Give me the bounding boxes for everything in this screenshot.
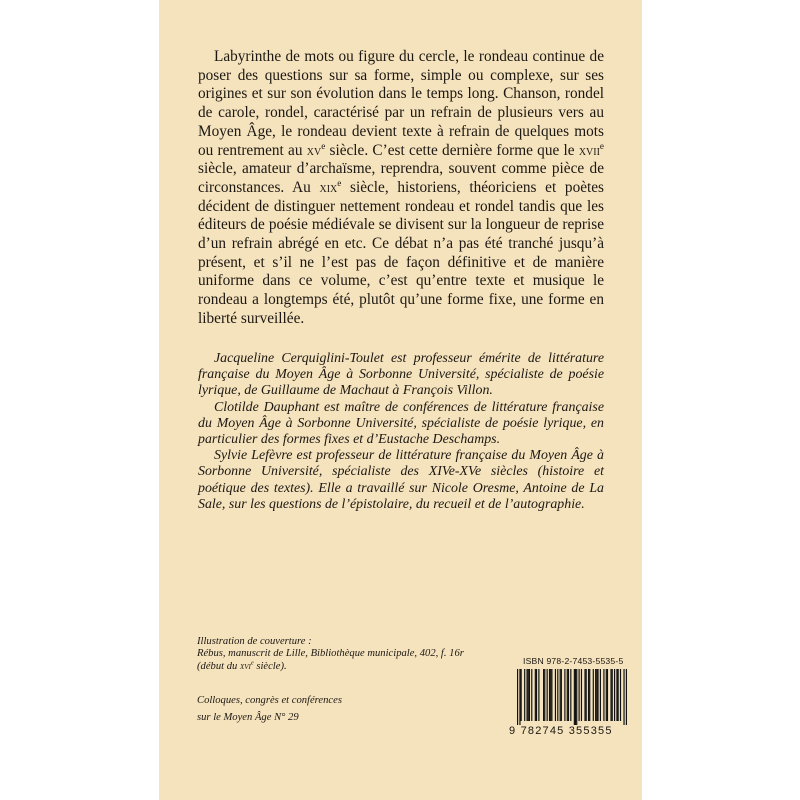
barcode-bar	[586, 669, 587, 721]
credit-source: Rébus, manuscrit de Lille, Bibliothèque municipale, 402, f. 16r	[197, 648, 464, 660]
ean-number: 9 782745 355355	[509, 725, 613, 737]
credit-century-superscript: e	[250, 659, 254, 667]
barcode-bar	[543, 669, 544, 721]
credit-century: xvi	[239, 660, 251, 672]
isbn-barcode-block	[509, 656, 629, 742]
barcode-bar	[614, 669, 615, 721]
barcode-bar	[595, 669, 596, 721]
barcode-bar	[528, 669, 529, 721]
barcode-bars	[517, 669, 627, 725]
barcode-bar	[538, 669, 539, 721]
barcode-bar	[544, 669, 545, 721]
credit-date	[197, 661, 437, 673]
blurb-text-part-2: siècle. C’est cette dernière forme que le	[325, 141, 579, 159]
barcode-bar	[564, 669, 565, 721]
blurb-text-part-4: siècle, historiens, théoriciens et poètes décident de distinguer nettement rondeau et rondel tandis que les éditeurs de poésie médiévale se divisent sur la longueur de reprise d’un refrain abrégé en etc. Ce débat n’a pas été tranché jusqu’à présent, et s’il ne l’est pas de façon définitive et de manière uniforme dans ce volume, c’est qu’entre texte et musique le rondeau a longtemps été, plutôt qu’une forme fixe, une forme en liberté surveillée.	[198, 178, 604, 327]
barcode-bar	[526, 669, 527, 721]
barcode-bar	[570, 669, 571, 721]
bio-dauphant: Clotilde Dauphant est maître de conférences de littérature française du Moyen Âge à Sorbonne Université, spécialiste de poésie lyrique, en particulier des formes fixes et d’Eustache Deschamps.	[198, 399, 604, 448]
barcode-bar	[618, 669, 619, 721]
barcode-bar	[575, 669, 576, 725]
blurb-text	[198, 48, 604, 329]
barcode-bar	[596, 669, 597, 721]
barcode-bar	[529, 669, 530, 721]
barcode-bar	[626, 669, 627, 725]
barcode-bar	[607, 669, 608, 721]
barcode-bar	[536, 669, 537, 721]
series-number: sur le Moyen Âge N° 29	[197, 712, 299, 723]
barcode-bar	[581, 669, 582, 721]
barcode-bar	[521, 669, 522, 721]
barcode-bar	[612, 669, 613, 721]
barcode-bar	[560, 669, 561, 721]
barcode-bar	[550, 669, 551, 721]
barcode-bar	[589, 669, 590, 721]
series-title: Colloques, congrès et conférences	[197, 695, 342, 706]
bio-lefevre: Sylvie Lefèvre est professeur de littérature française du Moyen Âge à Sorbonne Université, spécialiste des XIVe-XVe siècles (histoire et poétique des textes). Elle a travaillé sur Nicole Oresme, Antoine de La Sale, sur les questions de l’épistolaire, du recueil et de l’autographie.	[198, 448, 604, 512]
blurb-text-part-1: Labyrinthe de mots ou figure du cercle, le rondeau continue de poser des questions sur sa forme, simple ou complexe, sur ses origines et sur son évolution dans le temps long. Chanson, rondel de carole, rondel, caractérisé par un refrain de plusieurs vers au Moyen Âge, le rondeau devient texte à refrain de quelques mots ou rentrement au	[198, 48, 604, 159]
barcode-bar	[610, 669, 611, 721]
barcode-bar	[623, 669, 624, 725]
cover-illustration-credit	[197, 636, 464, 673]
barcode-bar	[549, 669, 550, 721]
blurb-text-part-3: siècle, amateur d’archaïsme, reprendra, souvent comme pièce de circonstances. Au	[198, 160, 604, 196]
credit-date-suffix: siècle).	[253, 660, 287, 672]
century-xv: xv	[306, 142, 322, 158]
barcode-bar	[584, 669, 585, 721]
bio-cerquiglini-toulet: Jacqueline Cerquiglini-Toulet est professeur émérite de littérature française du Moyen Âge à Sorbonne Université, spécialiste de poésie lyrique, de Guillaume de Machaut à François Villon.	[198, 351, 604, 399]
barcode-bar	[561, 669, 562, 721]
barcode-bar	[588, 669, 589, 721]
century-xix-superscript: e	[337, 177, 342, 188]
barcode-bar	[517, 669, 518, 725]
barcode-bar	[579, 669, 580, 721]
barcode-bar	[555, 669, 556, 721]
barcode-bar	[603, 669, 604, 721]
credit-heading: Illustration de couverture :	[197, 636, 312, 647]
century-xv-superscript: e	[321, 140, 326, 151]
barcode-bar	[574, 669, 575, 725]
author-bios	[198, 351, 604, 513]
barcode-bar	[567, 669, 568, 721]
barcode-bar	[519, 669, 520, 725]
barcode-bar	[568, 669, 569, 721]
barcode-bar	[535, 669, 536, 721]
barcode-bar	[616, 669, 617, 721]
barcode-bar	[547, 669, 548, 721]
barcode-bar	[606, 669, 607, 721]
barcode-bar	[551, 669, 552, 721]
barcode-bar	[557, 669, 558, 721]
century-xix: xix	[319, 179, 338, 195]
barcode-bar	[620, 669, 621, 721]
blurb-paragraph	[198, 48, 604, 329]
barcode-bar	[531, 669, 532, 721]
barcode-bar	[524, 669, 525, 721]
isbn-label: ISBN 978-2-7453-5535-5	[523, 656, 624, 666]
barcode-bar	[597, 669, 598, 721]
barcode-bar	[576, 669, 577, 725]
credit-date-prefix: (début du	[197, 660, 240, 672]
century-xvii: xvii	[578, 142, 600, 158]
century-xvii-superscript: e	[599, 140, 604, 151]
barcode-bar	[593, 669, 594, 721]
series-info	[197, 692, 437, 726]
barcode-bar	[600, 669, 601, 721]
